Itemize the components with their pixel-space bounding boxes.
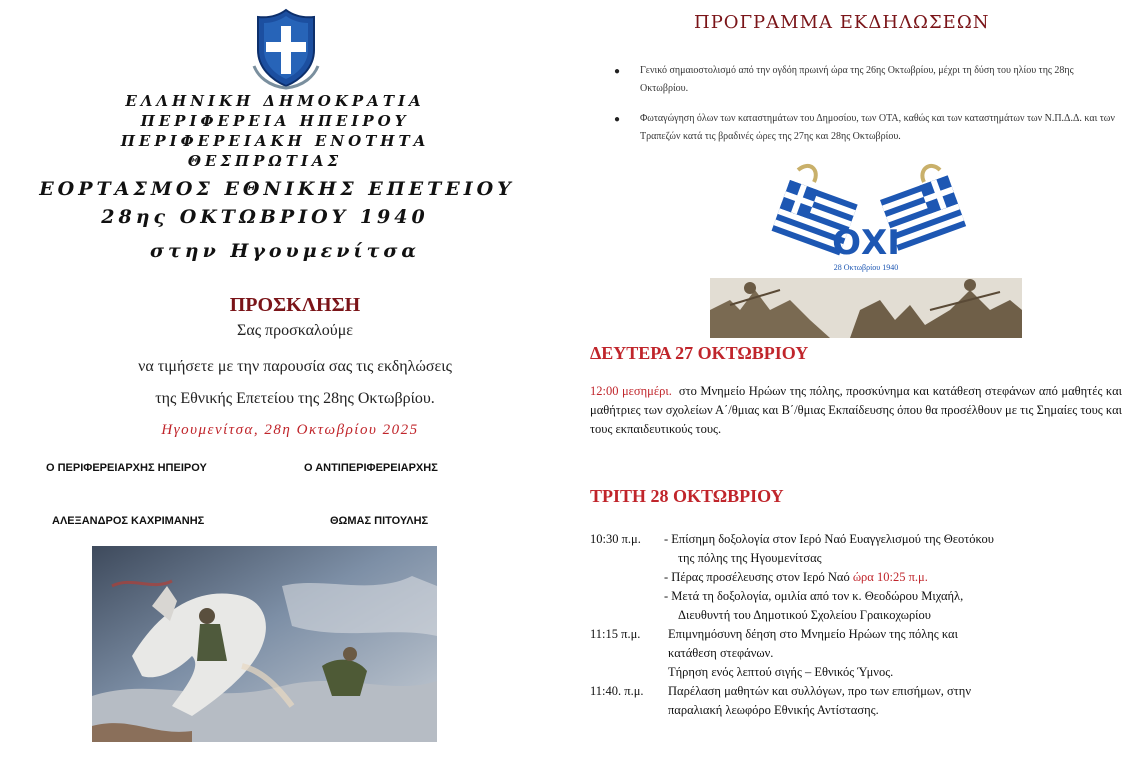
event-time-1115: 11:15 π.μ. <box>590 627 641 641</box>
oxi-text: ΟΧΙ <box>832 223 900 263</box>
bullet-text-1: Γενικό σημαιοστολισμό από την ογδόη πρωινή ώρα της 26ης Οκτωβρίου, μέχρι τη δύση του ηλίου της 28ης Οκτωβρίου. <box>640 65 1074 94</box>
event-1030-line-c-time: ώρα 10:25 π.μ. <box>852 570 928 584</box>
day-title-monday: ΔΕΥΤΕΡΑ 27 ΟΚΤΩΒΡΙΟΥ <box>590 343 809 363</box>
event-text: στο Μνημείο Ηρώων της πόλης, προσκύνημα και κατάθεση στεφάνων από μαθητές και μαθήτριες των σχολείων Α΄/θμιας και Β΄/θμιας Εκπαίδευσης όπου θα προσέλθουν με τις Σημαίες τους και τους εκπαιδευτικούς τους. <box>590 384 1122 436</box>
event-1030-line-d: - Μετά τη δοξολογία, ομιλία από τον κ. Θεοδώρου Μιχαήλ, <box>664 589 964 603</box>
signature-title-governor: Ο ΠΕΡΙΦΕΡΕΙΑΡΧΗΣ ΗΠΕΙΡΟΥ <box>46 462 207 474</box>
program-column <box>570 0 1140 760</box>
event-1030-line-b: της πόλης της Ηγουμενίτσας <box>678 551 822 565</box>
header-line-4: ΘΕΣΠΡΩΤΙΑΣ <box>187 152 343 170</box>
header-line-7: στην Ηγουμενίτσα <box>149 240 420 262</box>
header-line-5: ΕΟΡΤΑΣΜΟΣ ΕΘΝΙΚΗΣ ΕΠΕΤΕΙΟΥ <box>39 178 515 200</box>
oxi-flags-banner-image <box>710 160 1022 338</box>
event-monday <box>590 382 1122 439</box>
header-line-2: ΠΕΡΙΦΕΡΕΙΑ ΗΠΕΙΡΟΥ <box>140 112 410 130</box>
event-1030-line-c <box>664 568 928 587</box>
header-line-6: 28ης ΟΚΤΩΒΡΙΟΥ 1940 <box>101 206 429 228</box>
invitation-date: Ηγουμενίτσα, 28η Οκτωβρίου 2025 <box>161 422 419 438</box>
program-title: ΠΡΟΓΡΑΜΜΑ ΕΚΔΗΛΩΣΕΩΝ <box>694 12 990 33</box>
event-1030-line-e: Διευθυντή του Δημοτικού Σχολείου Γραικοχωρίου <box>678 608 931 622</box>
event-time-1030: 10:30 π.μ. <box>590 532 641 546</box>
invitation-title: ΠΡΟΣΚΛΗΣΗ <box>229 294 361 316</box>
event-1030-line-a: - Επίσημη δοξολογία στον Ιερό Ναό Ευαγγελισμού της Θεοτόκου <box>664 532 994 546</box>
greek-coat-of-arms-icon <box>250 6 322 90</box>
header-line-3: ΠΕΡΙΦΕΡΕΙΑΚΗ ΕΝΟΤΗΤΑ <box>120 132 430 150</box>
signature-name-governor: ΑΛΕΞΑΝΔΡΟΣ ΚΑΧΡΙΜΑΝΗΣ <box>52 515 205 527</box>
event-1115-line-b: κατάθεση στεφάνων. <box>668 646 774 660</box>
invitation-line-3: της Εθνικής Επετείου της 28ης Οκτωβρίου. <box>155 390 435 407</box>
battle-painting-image <box>92 546 437 742</box>
oxi-date: 28 Οκτωβρίου 1940 <box>833 263 899 272</box>
event-time-1140: 11:40. π.μ. <box>590 684 644 698</box>
event-1140-line-b: παραλιακή λεωφόρο Εθνικής Αντίστασης. <box>668 703 879 717</box>
bullet-text-2: Φωταγώγηση όλων των καταστημάτων του Δημοσίου, των ΟΤΑ, καθώς και των καταστημάτων των Ν.Π.Δ.Δ. και των Τραπεζών κατά τις βραδινές ώρες της 27ης και 28ης Οκτωβρίου. <box>640 113 1115 142</box>
header-line-1: ΕΛΛΗΝΙΚΗ ΔΗΜΟΚΡΑΤΙΑ <box>125 92 425 110</box>
invitation-line-1: Σας προσκαλούμε <box>237 322 353 339</box>
signature-title-deputy: Ο ΑΝΤΙΠΕΡΙΦΕΡΕΙΑΡΧΗΣ <box>304 462 438 474</box>
invitation-line-2: να τιμήσετε με την παρουσία σας τις εκδηλώσεις <box>138 358 452 375</box>
event-1115-line-a: Επιμνημόσυνη δέηση στο Μνημείο Ηρώων της πόλης και <box>668 627 958 641</box>
event-1115-line-c: Τήρηση ενός λεπτού σιγής – Εθνικός Ύμνος. <box>668 665 894 679</box>
event-1140-line-a: Παρέλαση μαθητών και συλλόγων, προ των επισήμων, στην <box>668 684 971 698</box>
day-title-tuesday: ΤΡΙΤΗ 28 ΟΚΤΩΒΡΙΟΥ <box>590 486 784 506</box>
event-time: 12:00 μεσημέρι. <box>590 384 672 398</box>
signature-name-deputy: ΘΩΜΑΣ ΠΙΤΟΥΛΗΣ <box>330 515 429 527</box>
event-1030-line-c-text: - Πέρας προσέλευσης στον Ιερό Ναό <box>664 570 853 584</box>
bullet-icon: ● <box>614 114 621 125</box>
bullet-icon: ● <box>614 66 621 77</box>
